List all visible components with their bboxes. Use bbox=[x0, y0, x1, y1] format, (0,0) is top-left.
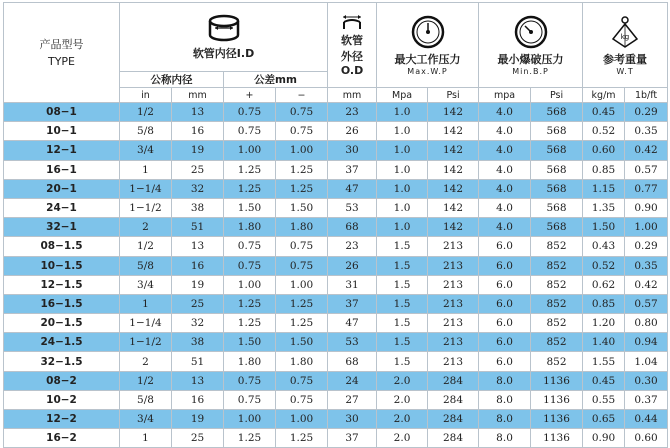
cell-tol-plus: 1.25 bbox=[224, 160, 276, 179]
cell-wp-psi: 213 bbox=[428, 256, 479, 275]
cell-bp-mpa: 6.0 bbox=[479, 333, 531, 352]
cell-tol-minus: 0.75 bbox=[276, 237, 328, 256]
cell-bp-psi: 568 bbox=[531, 179, 583, 198]
cell-wt-lb-ft: 0.37 bbox=[625, 390, 668, 409]
cell-wp-mpa: 2.0 bbox=[377, 429, 428, 448]
cell-id-mm: 16 bbox=[172, 390, 224, 409]
cell-wp-psi: 284 bbox=[428, 410, 479, 429]
table-row bbox=[4, 294, 668, 313]
unit-in: in bbox=[120, 88, 172, 103]
cell-id-in: 1/2 bbox=[120, 371, 172, 390]
cell-tol-minus: 1.25 bbox=[276, 179, 328, 198]
cell-wt-lb-ft: 0.57 bbox=[625, 160, 668, 179]
cell-id-mm: 13 bbox=[172, 237, 224, 256]
cell-type: 24−1 bbox=[4, 198, 120, 217]
cell-bp-mpa: 4.0 bbox=[479, 103, 531, 122]
unit-lb-ft: 1b/ft bbox=[625, 88, 668, 103]
cell-id-mm: 13 bbox=[172, 371, 224, 390]
cell-id-mm: 16 bbox=[172, 122, 224, 141]
hose-od-icon bbox=[341, 14, 363, 30]
cell-wt-lb-ft: 0.29 bbox=[625, 103, 668, 122]
cell-wt-kg-m: 0.45 bbox=[583, 371, 625, 390]
cell-wp-psi: 213 bbox=[428, 352, 479, 371]
cell-wp-psi: 213 bbox=[428, 314, 479, 333]
cell-id-in: 5/8 bbox=[120, 256, 172, 275]
header-type-en: TYPE bbox=[47, 54, 76, 68]
cell-id-mm: 19 bbox=[172, 410, 224, 429]
cell-id-mm: 19 bbox=[172, 275, 224, 294]
header-wt-en: W.T bbox=[616, 66, 634, 76]
cell-tol-plus: 0.75 bbox=[224, 371, 276, 390]
cell-od-mm: 37 bbox=[328, 294, 377, 313]
cell-bp-psi: 568 bbox=[531, 218, 583, 237]
cell-wp-mpa: 1.5 bbox=[377, 256, 428, 275]
cell-wt-lb-ft: 0.57 bbox=[625, 294, 668, 313]
cell-wp-mpa: 1.0 bbox=[377, 141, 428, 160]
cell-tol-plus: 1.25 bbox=[224, 429, 276, 448]
header-od-l1: 软管 bbox=[341, 33, 364, 47]
burst-gauge-icon bbox=[514, 15, 548, 49]
cell-tol-minus: 1.80 bbox=[276, 218, 328, 237]
header-type bbox=[4, 3, 120, 103]
cell-tol-minus: 0.75 bbox=[276, 371, 328, 390]
pressure-gauge-icon bbox=[411, 15, 445, 49]
unit-mm: mm bbox=[172, 88, 224, 103]
cell-od-mm: 26 bbox=[328, 122, 377, 141]
cell-type: 16−1.5 bbox=[4, 294, 120, 313]
cell-tol-plus: 0.75 bbox=[224, 390, 276, 409]
header-id-tolerance: 公差mm bbox=[224, 72, 328, 88]
cell-id-mm: 13 bbox=[172, 103, 224, 122]
cell-wt-lb-ft: 0.80 bbox=[625, 314, 668, 333]
cell-id-mm: 32 bbox=[172, 179, 224, 198]
cell-id-in: 1−1/2 bbox=[120, 198, 172, 217]
cell-wp-psi: 142 bbox=[428, 218, 479, 237]
cell-wp-mpa: 2.0 bbox=[377, 371, 428, 390]
cell-wt-kg-m: 0.85 bbox=[583, 160, 625, 179]
cell-wt-kg-m: 0.55 bbox=[583, 390, 625, 409]
table-row bbox=[4, 141, 668, 160]
cell-tol-plus: 1.25 bbox=[224, 314, 276, 333]
cell-tol-minus: 1.00 bbox=[276, 410, 328, 429]
cell-wt-lb-ft: 0.60 bbox=[625, 429, 668, 448]
header-id-nominal: 公称内径 bbox=[120, 72, 224, 88]
cell-bp-mpa: 8.0 bbox=[479, 410, 531, 429]
cell-bp-mpa: 6.0 bbox=[479, 256, 531, 275]
cell-wp-mpa: 1.0 bbox=[377, 103, 428, 122]
table-row bbox=[4, 198, 668, 217]
cell-od-mm: 53 bbox=[328, 198, 377, 217]
header-bp-cn: 最小爆破压力 bbox=[497, 52, 564, 66]
table-row bbox=[4, 333, 668, 352]
cell-tol-plus: 1.00 bbox=[224, 275, 276, 294]
cell-wt-kg-m: 1.55 bbox=[583, 352, 625, 371]
cell-id-mm: 32 bbox=[172, 314, 224, 333]
cell-type: 10−1 bbox=[4, 122, 120, 141]
table-row bbox=[4, 237, 668, 256]
cell-tol-plus: 1.50 bbox=[224, 333, 276, 352]
header-od-l3: O.D bbox=[340, 63, 364, 77]
cell-id-in: 1/2 bbox=[120, 103, 172, 122]
cell-bp-psi: 852 bbox=[531, 333, 583, 352]
cell-bp-psi: 1136 bbox=[531, 390, 583, 409]
cell-type: 12−1.5 bbox=[4, 275, 120, 294]
cell-od-mm: 24 bbox=[328, 371, 377, 390]
cell-wt-lb-ft: 0.42 bbox=[625, 275, 668, 294]
cell-id-in: 3/4 bbox=[120, 141, 172, 160]
cell-wt-kg-m: 0.52 bbox=[583, 122, 625, 141]
cell-od-mm: 68 bbox=[328, 218, 377, 237]
cell-wp-psi: 213 bbox=[428, 275, 479, 294]
spec-rows bbox=[4, 103, 668, 448]
cell-type: 20−1 bbox=[4, 179, 120, 198]
weight-icon-text: kg bbox=[620, 32, 630, 41]
cell-bp-mpa: 4.0 bbox=[479, 198, 531, 217]
cell-wp-mpa: 1.5 bbox=[377, 237, 428, 256]
cell-tol-plus: 1.00 bbox=[224, 141, 276, 160]
cell-type: 16−1 bbox=[4, 160, 120, 179]
cell-tol-minus: 1.50 bbox=[276, 333, 328, 352]
unit-kg-m: kg/m bbox=[583, 88, 625, 103]
unit-wp-psi: Psi bbox=[428, 88, 479, 103]
table-row bbox=[4, 103, 668, 122]
cell-id-in: 3/4 bbox=[120, 275, 172, 294]
cell-wp-psi: 284 bbox=[428, 371, 479, 390]
cell-bp-mpa: 8.0 bbox=[479, 429, 531, 448]
cell-wp-psi: 142 bbox=[428, 103, 479, 122]
cell-id-mm: 38 bbox=[172, 333, 224, 352]
table-row bbox=[4, 371, 668, 390]
cell-type: 10−2 bbox=[4, 390, 120, 409]
cell-wt-kg-m: 0.90 bbox=[583, 429, 625, 448]
table-row bbox=[4, 314, 668, 333]
cell-bp-mpa: 4.0 bbox=[479, 160, 531, 179]
cell-wt-kg-m: 0.60 bbox=[583, 141, 625, 160]
cell-tol-plus: 1.25 bbox=[224, 179, 276, 198]
header-wp bbox=[377, 3, 479, 88]
cell-type: 10−1.5 bbox=[4, 256, 120, 275]
cell-wt-kg-m: 1.50 bbox=[583, 218, 625, 237]
cell-tol-minus: 1.50 bbox=[276, 198, 328, 217]
cell-wt-kg-m: 0.62 bbox=[583, 275, 625, 294]
cell-wp-psi: 213 bbox=[428, 237, 479, 256]
cell-bp-psi: 568 bbox=[531, 198, 583, 217]
cell-wt-lb-ft: 0.30 bbox=[625, 371, 668, 390]
cell-tol-minus: 1.25 bbox=[276, 294, 328, 313]
table-row bbox=[4, 179, 668, 198]
cell-tol-minus: 0.75 bbox=[276, 103, 328, 122]
cell-bp-mpa: 6.0 bbox=[479, 294, 531, 313]
cell-tol-plus: 1.80 bbox=[224, 218, 276, 237]
cell-wt-kg-m: 1.35 bbox=[583, 198, 625, 217]
header-wp-cn: 最大工作压力 bbox=[394, 52, 461, 66]
cell-od-mm: 47 bbox=[328, 314, 377, 333]
cell-bp-psi: 852 bbox=[531, 314, 583, 333]
cell-bp-mpa: 4.0 bbox=[479, 141, 531, 160]
cell-wt-kg-m: 0.45 bbox=[583, 103, 625, 122]
cell-bp-psi: 568 bbox=[531, 141, 583, 160]
cell-type: 24−1.5 bbox=[4, 333, 120, 352]
cell-od-mm: 23 bbox=[328, 237, 377, 256]
cell-wt-kg-m: 0.52 bbox=[583, 256, 625, 275]
cell-type: 08−1.5 bbox=[4, 237, 120, 256]
cell-id-in: 2 bbox=[120, 218, 172, 237]
cell-bp-psi: 1136 bbox=[531, 429, 583, 448]
header-type-cn: 产品型号 bbox=[39, 37, 84, 51]
cell-tol-minus: 1.00 bbox=[276, 275, 328, 294]
cell-type: 08−1 bbox=[4, 103, 120, 122]
cell-od-mm: 37 bbox=[328, 160, 377, 179]
header-bp bbox=[479, 3, 583, 88]
cell-bp-psi: 852 bbox=[531, 275, 583, 294]
cell-id-in: 5/8 bbox=[120, 122, 172, 141]
cell-wt-lb-ft: 1.04 bbox=[625, 352, 668, 371]
unit-minus: − bbox=[276, 88, 328, 103]
header-id-group bbox=[120, 3, 328, 72]
cell-type: 12−1 bbox=[4, 141, 120, 160]
cell-wp-psi: 213 bbox=[428, 333, 479, 352]
cell-id-in: 1−1/2 bbox=[120, 333, 172, 352]
cell-bp-mpa: 8.0 bbox=[479, 390, 531, 409]
cell-id-mm: 38 bbox=[172, 198, 224, 217]
cell-wp-psi: 142 bbox=[428, 160, 479, 179]
cell-tol-plus: 1.50 bbox=[224, 198, 276, 217]
cell-tol-minus: 1.25 bbox=[276, 160, 328, 179]
cell-bp-mpa: 4.0 bbox=[479, 122, 531, 141]
cell-wt-kg-m: 0.65 bbox=[583, 410, 625, 429]
cell-wp-psi: 142 bbox=[428, 179, 479, 198]
header-wp-en: Max.W.P bbox=[407, 66, 448, 76]
cell-bp-psi: 852 bbox=[531, 352, 583, 371]
cell-bp-psi: 852 bbox=[531, 294, 583, 313]
table-row bbox=[4, 410, 668, 429]
cell-wt-lb-ft: 0.77 bbox=[625, 179, 668, 198]
cell-id-in: 3/4 bbox=[120, 410, 172, 429]
unit-bp-mpa: mpa bbox=[479, 88, 531, 103]
cell-bp-psi: 568 bbox=[531, 103, 583, 122]
cell-id-mm: 25 bbox=[172, 294, 224, 313]
cell-wp-mpa: 2.0 bbox=[377, 410, 428, 429]
cell-bp-mpa: 6.0 bbox=[479, 314, 531, 333]
cell-tol-minus: 0.75 bbox=[276, 256, 328, 275]
cell-id-mm: 16 bbox=[172, 256, 224, 275]
weight-icon bbox=[608, 15, 642, 49]
cell-wp-mpa: 1.0 bbox=[377, 122, 428, 141]
cell-wp-mpa: 1.5 bbox=[377, 275, 428, 294]
cell-od-mm: 27 bbox=[328, 390, 377, 409]
cell-tol-plus: 1.00 bbox=[224, 410, 276, 429]
unit-od-mm: mm bbox=[328, 88, 377, 103]
cell-bp-psi: 852 bbox=[531, 256, 583, 275]
cell-id-in: 1 bbox=[120, 429, 172, 448]
cell-wt-lb-ft: 0.90 bbox=[625, 198, 668, 217]
cell-wp-mpa: 1.5 bbox=[377, 294, 428, 313]
cell-od-mm: 30 bbox=[328, 410, 377, 429]
cell-tol-minus: 1.25 bbox=[276, 429, 328, 448]
cell-bp-mpa: 8.0 bbox=[479, 371, 531, 390]
hose-id-icon bbox=[207, 13, 241, 43]
header-od-l2: 外径 bbox=[341, 49, 364, 63]
cell-wp-mpa: 1.0 bbox=[377, 179, 428, 198]
cell-bp-mpa: 6.0 bbox=[479, 352, 531, 371]
cell-id-mm: 19 bbox=[172, 141, 224, 160]
cell-wp-mpa: 2.0 bbox=[377, 390, 428, 409]
cell-bp-mpa: 6.0 bbox=[479, 237, 531, 256]
cell-bp-mpa: 4.0 bbox=[479, 179, 531, 198]
cell-wt-lb-ft: 0.94 bbox=[625, 333, 668, 352]
cell-wt-lb-ft: 0.44 bbox=[625, 410, 668, 429]
cell-wp-mpa: 1.5 bbox=[377, 333, 428, 352]
cell-id-mm: 25 bbox=[172, 429, 224, 448]
cell-wp-mpa: 1.0 bbox=[377, 198, 428, 217]
cell-wp-psi: 213 bbox=[428, 294, 479, 313]
cell-od-mm: 23 bbox=[328, 103, 377, 122]
cell-id-in: 1−1/4 bbox=[120, 179, 172, 198]
header-id-label: 软管内径I.D bbox=[192, 47, 255, 60]
unit-bp-psi: Psi bbox=[531, 88, 583, 103]
cell-wp-psi: 142 bbox=[428, 122, 479, 141]
cell-tol-minus: 0.75 bbox=[276, 390, 328, 409]
cell-bp-mpa: 4.0 bbox=[479, 218, 531, 237]
cell-tol-plus: 0.75 bbox=[224, 103, 276, 122]
cell-wp-psi: 284 bbox=[428, 390, 479, 409]
cell-tol-plus: 0.75 bbox=[224, 237, 276, 256]
table-row bbox=[4, 218, 668, 237]
cell-od-mm: 31 bbox=[328, 275, 377, 294]
table-row bbox=[4, 160, 668, 179]
cell-tol-plus: 1.80 bbox=[224, 352, 276, 371]
cell-id-in: 1−1/4 bbox=[120, 314, 172, 333]
cell-od-mm: 30 bbox=[328, 141, 377, 160]
unit-wp-mpa: Mpa bbox=[377, 88, 428, 103]
header-od bbox=[328, 3, 377, 88]
cell-wt-lb-ft: 0.42 bbox=[625, 141, 668, 160]
cell-type: 08−2 bbox=[4, 371, 120, 390]
cell-bp-psi: 1136 bbox=[531, 410, 583, 429]
cell-od-mm: 26 bbox=[328, 256, 377, 275]
cell-id-mm: 51 bbox=[172, 218, 224, 237]
table-row bbox=[4, 122, 668, 141]
cell-type: 16−2 bbox=[4, 429, 120, 448]
cell-wp-psi: 142 bbox=[428, 141, 479, 160]
cell-type: 12−2 bbox=[4, 410, 120, 429]
cell-id-in: 2 bbox=[120, 352, 172, 371]
cell-type: 32−1 bbox=[4, 218, 120, 237]
table-row bbox=[4, 275, 668, 294]
cell-wt-lb-ft: 0.35 bbox=[625, 256, 668, 275]
spec-table bbox=[3, 2, 668, 448]
cell-id-in: 1/2 bbox=[120, 237, 172, 256]
cell-wt-lb-ft: 0.29 bbox=[625, 237, 668, 256]
cell-bp-psi: 568 bbox=[531, 160, 583, 179]
cell-wt-kg-m: 1.20 bbox=[583, 314, 625, 333]
unit-plus: + bbox=[224, 88, 276, 103]
cell-id-in: 1 bbox=[120, 294, 172, 313]
cell-od-mm: 68 bbox=[328, 352, 377, 371]
cell-id-in: 1 bbox=[120, 160, 172, 179]
cell-tol-plus: 0.75 bbox=[224, 256, 276, 275]
cell-bp-psi: 568 bbox=[531, 122, 583, 141]
table-row bbox=[4, 390, 668, 409]
cell-tol-minus: 1.25 bbox=[276, 314, 328, 333]
cell-wt-lb-ft: 1.00 bbox=[625, 218, 668, 237]
cell-tol-plus: 1.25 bbox=[224, 294, 276, 313]
cell-wp-mpa: 1.0 bbox=[377, 218, 428, 237]
header-bp-en: Min.B.P bbox=[512, 66, 549, 76]
cell-wt-kg-m: 0.85 bbox=[583, 294, 625, 313]
cell-id-mm: 25 bbox=[172, 160, 224, 179]
cell-wp-psi: 284 bbox=[428, 429, 479, 448]
cell-bp-psi: 852 bbox=[531, 237, 583, 256]
cell-od-mm: 37 bbox=[328, 429, 377, 448]
cell-od-mm: 53 bbox=[328, 333, 377, 352]
table-row bbox=[4, 256, 668, 275]
table-row bbox=[4, 352, 668, 371]
header-wt bbox=[583, 3, 668, 88]
cell-tol-plus: 0.75 bbox=[224, 122, 276, 141]
cell-wt-kg-m: 0.43 bbox=[583, 237, 625, 256]
cell-wp-mpa: 1.5 bbox=[377, 352, 428, 371]
cell-type: 32−1.5 bbox=[4, 352, 120, 371]
cell-tol-minus: 1.00 bbox=[276, 141, 328, 160]
cell-wp-psi: 142 bbox=[428, 198, 479, 217]
cell-id-mm: 51 bbox=[172, 352, 224, 371]
cell-wp-mpa: 1.5 bbox=[377, 314, 428, 333]
cell-tol-minus: 0.75 bbox=[276, 122, 328, 141]
cell-bp-psi: 1136 bbox=[531, 371, 583, 390]
cell-wt-kg-m: 1.15 bbox=[583, 179, 625, 198]
cell-od-mm: 47 bbox=[328, 179, 377, 198]
cell-wt-kg-m: 1.40 bbox=[583, 333, 625, 352]
cell-id-in: 5/8 bbox=[120, 390, 172, 409]
cell-type: 20−1.5 bbox=[4, 314, 120, 333]
header-wt-cn: 参考重量 bbox=[603, 52, 648, 66]
cell-bp-mpa: 6.0 bbox=[479, 275, 531, 294]
cell-tol-minus: 1.80 bbox=[276, 352, 328, 371]
cell-wt-lb-ft: 0.35 bbox=[625, 122, 668, 141]
cell-wp-mpa: 1.0 bbox=[377, 160, 428, 179]
